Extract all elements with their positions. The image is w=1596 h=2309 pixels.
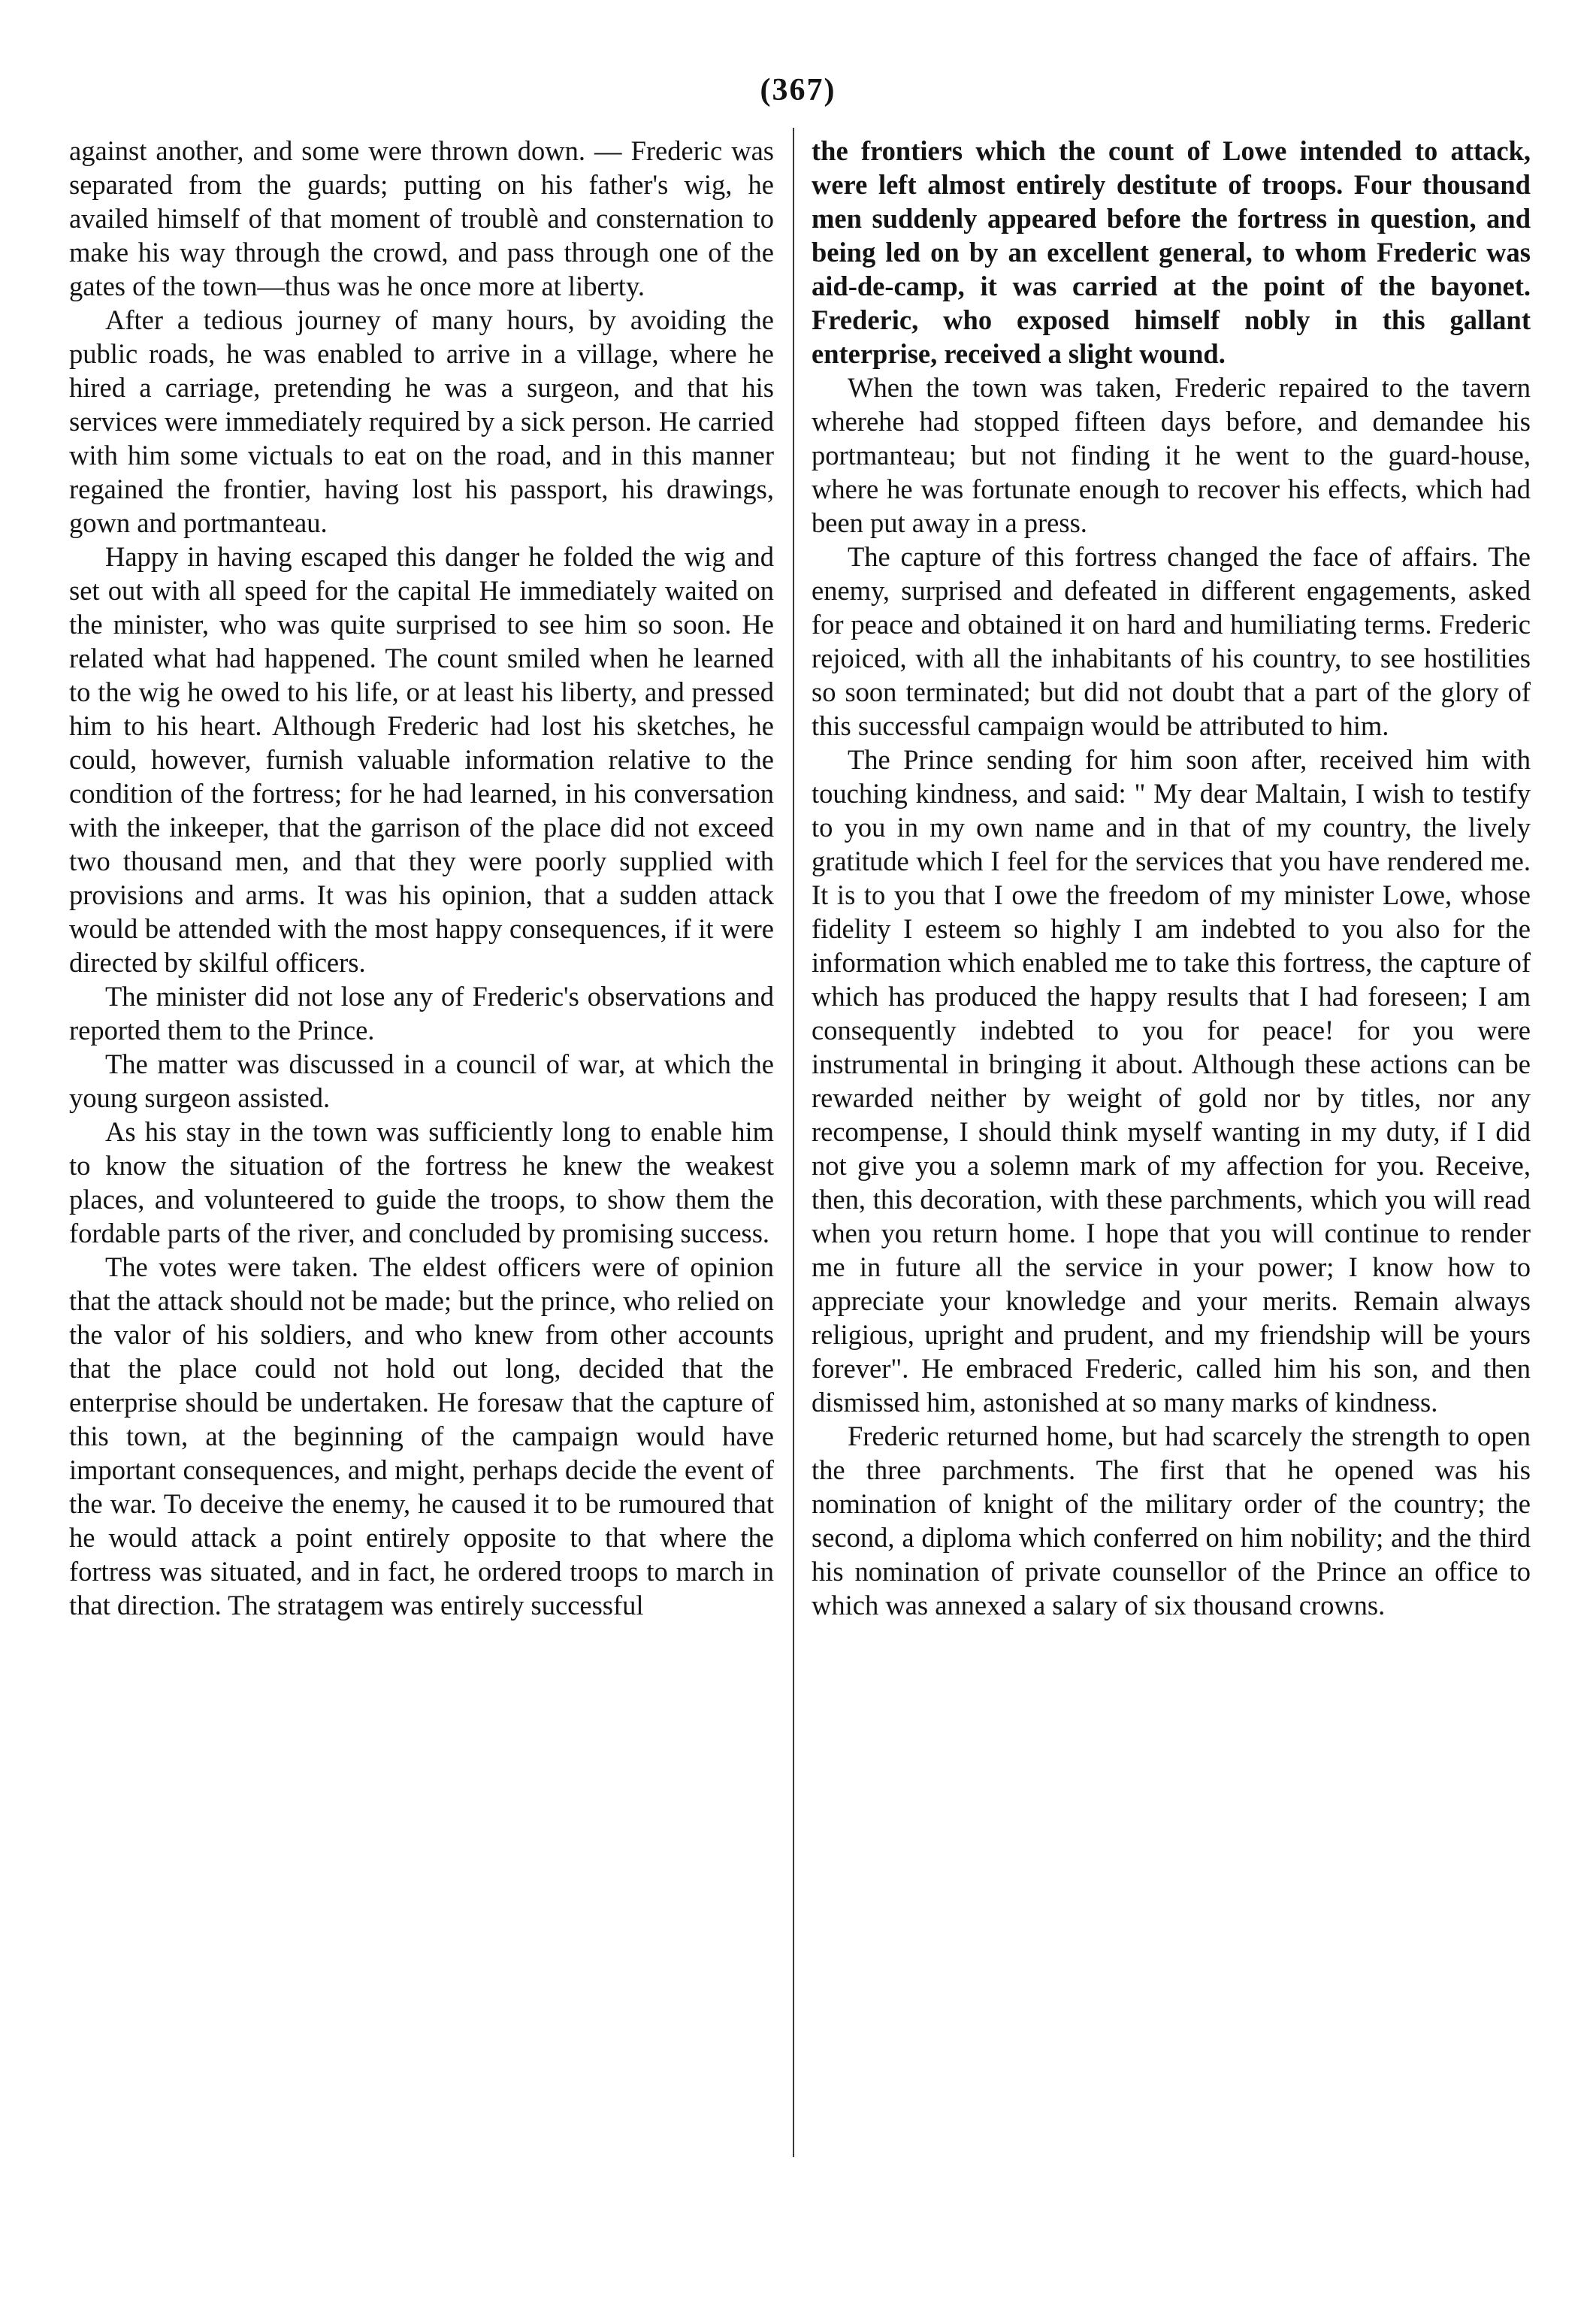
paragraph: against another, and some were thrown down. — Frederic was separated from the guards; putting on his father's wig, he availed himself of that moment of troublè and consternation to make his way through the crowd, and pass through one of the gates of the town—thus was he once more at liberty. [69,135,774,301]
right-column [812,134,1531,2148]
paragraph: Frederic returned home, but had scarcely the strength to open the three parchments. The first that he opened was his nomination of knight of the military order of the country; the second, a diploma which conferred on him nobility; and the third his nomination of private counsellor of the Prince an office to which was annexed a salary of six thousand crowns. [812,1421,1531,1621]
left-column [69,134,774,2148]
paragraph: The matter was discussed in a council of war, at which the young surgeon assisted. [69,1049,774,1113]
paragraph: The minister did not lose any of Frederic's observations and reported them to the Prince. [69,981,774,1046]
paragraph: Happy in having escaped this danger he folded the wig and set out with all speed for the capital He immediately waited on the minister, who was quite surprised to see him so soon. He related what had happened. The count smiled when he learned to the wig he owed to his life, or at least his liberty, and pressed him to his heart. Although Frederic had lost his sketches, he could, however, furnish valuable information relative to the condition of the fortress; for he had learned, in his conversation with the inkeeper, that the garrison of the place did not exceed two thousand men, and that they were poorly supplied with provisions and arms. It was his opinion, that a sudden attack would be attended with the most happy consequences, if it were directed by skilful officers. [69,541,774,978]
paragraph: After a tedious journey of many hours, by avoiding the public roads, he was enabled to arrive in a village, where he hired a carriage, pretending he was a surgeon, and that his services were immediately required by a sick person. He carried with him some victuals to eat on the road, and in this manner regained the frontier, having lost his passport, his drawings, gown and portmanteau. [69,304,774,538]
page-number: (367) [760,73,836,107]
paragraph: When the town was taken, Frederic repaired to the tavern wherehe had stopped fifteen days before, and demandee his portmanteau; but not finding it he went to the guard-house, where he was fortunate enough to recover his effects, which had been put away in a press. [812,372,1531,538]
paragraph: As his stay in the town was sufficiently long to enable him to know the situation of the fortress he knew the weakest places, and volunteered to guide the troops, to show them the fordable parts of the river, and concluded by promising success. [69,1116,774,1248]
paragraph: The votes were taken. The eldest officers were of opinion that the attack should not be made; but the prince, who relied on the valor of his soldiers, and who knew from other accounts that the place could not hold out long, decided that the enterprise should be undertaken. He foresaw that the capture of this town, at the beginning of the campaign would have important consequences, and might, perhaps decide the event of the war. To deceive the enemy, he caused it to be rumoured that he would attack a point entirely opposite to that where the fortress was situated, and in fact, he ordered troops to march in that direction. The stratagem was entirely successful [69,1251,774,1621]
paragraph: The capture of this fortress changed the face of affairs. The enemy, surprised and defeated in different engagements, asked for peace and obtained it on hard and humiliating terms. Frederic rejoiced, with all the inhabitants of his country, to see hostilities so soon terminated; but did not doubt that a part of the glory of this successful campaign would be attributed to him. [812,541,1531,741]
text-columns [69,134,1531,2148]
paragraph: The Prince sending for him soon after, received him with touching kindness, and said: " My dear Maltain, I wish to testify to you in my own name and in that of my country, the lively gratitude which I feel for the services that you have rendered me. It is to you that I owe the freedom of my minister Lowe, whose fidelity I esteem so highly I am indebted to you also for the information which enabled me to take this fortress, the capture of which has produced the happy results that I had foreseen; I am consequently indebted to you for peace! for you were instrumental in bringing it about. Although these actions can be rewarded neither by weight of gold nor by titles, nor any recompense, I should think myself wanting in my duty, if I did not give you a solemn mark of my affection for you. Receive, then, this decoration, with these parchments, which you will read when you return home. I hope that you will continue to render me in future all the service in your power; I know how to appreciate your knowledge and your merits. Remain always religious, upright and prudent, and my friendship will be yours forever". He embraced Frederic, called him his son, and then dismissed him, astonished at so many marks of kindness. [812,744,1531,1418]
paragraph: the frontiers which the count of Lowe intended to attack, were left almost entirely destitute of troops. Four thousand men suddenly appeared before the fortress in question, and being led on by an excellent general, to whom Frederic was aid-de-camp, it was carried at the point of the bayonet. Frederic, who exposed himself nobly in this gallant enterprise, received a slight wound. [812,135,1531,369]
